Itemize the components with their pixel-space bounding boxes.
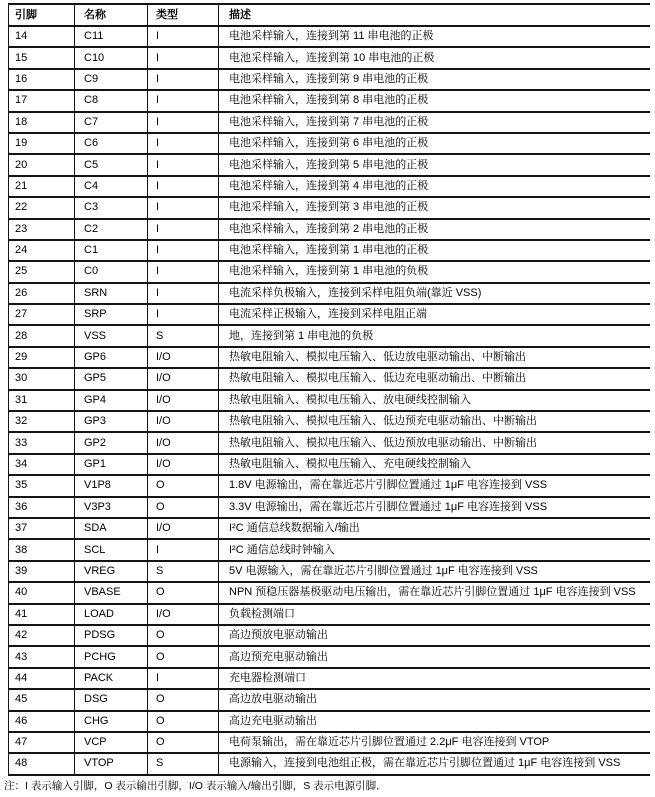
table-row [9,604,650,625]
pin-cell: 28 [9,325,75,346]
table-row [9,197,650,218]
type-cell: O [148,732,219,753]
table-row [9,539,650,560]
table-row [9,133,650,154]
name-cell: GP5 [75,368,148,389]
desc-cell: I²C 通信总线时钟输入 [219,539,650,560]
table-row [9,176,650,197]
name-cell: C11 [75,26,148,47]
desc-cell: 热敏电阻输入、模拟电压输入、低边放电驱动输出、中断输出 [219,347,650,368]
type-cell: O [148,475,219,496]
table-row [9,646,650,667]
type-cell: I [148,90,219,111]
desc-cell: 电池采样输入，连接到第 4 串电池的正极 [219,176,650,197]
desc-cell: 电池采样输入，连接到第 7 串电池的正极 [219,112,650,133]
name-cell: C10 [75,47,148,68]
pin-cell: 25 [9,261,75,282]
pin-cell: 27 [9,304,75,325]
table-row [9,347,650,368]
table-row [9,90,650,111]
name-cell: SRP [75,304,148,325]
name-cell: CHG [75,711,148,732]
type-cell: I [148,240,219,261]
type-cell: O [148,711,219,732]
pin-cell: 19 [9,133,75,154]
name-cell: DSG [75,689,148,710]
table-row [9,390,650,411]
table-row [9,497,650,518]
name-cell: GP2 [75,432,148,453]
table-row [9,47,650,68]
column-header-name: 名称 [75,4,148,26]
type-cell: S [148,325,219,346]
desc-cell: 电池采样输入，连接到第 1 串电池的负极 [219,261,650,282]
table-row [9,518,650,539]
pin-cell: 44 [9,668,75,689]
name-cell: GP4 [75,390,148,411]
table-row [9,154,650,175]
table-row [9,454,650,475]
name-cell: GP6 [75,347,148,368]
desc-cell: 高边放电驱动输出 [219,689,650,710]
name-cell: C8 [75,90,148,111]
pin-cell: 33 [9,432,75,453]
pin-cell: 42 [9,625,75,646]
table-row [9,753,650,774]
desc-cell: 热敏电阻输入、模拟电压输入、低边预充电驱动输出、中断输出 [219,411,650,432]
table-row [9,668,650,689]
type-cell: I [148,539,219,560]
name-cell: PDSG [75,625,148,646]
name-cell: C5 [75,154,148,175]
type-cell: S [148,753,219,774]
pin-description-table [8,3,650,776]
type-cell: I [148,261,219,282]
pin-cell: 37 [9,518,75,539]
table-row [9,411,650,432]
desc-cell: 电池采样输入，连接到第 1 串电池的正极 [219,240,650,261]
table-row [9,432,650,453]
table-row [9,732,650,753]
pin-cell: 14 [9,26,75,47]
type-cell: I [148,133,219,154]
desc-cell: 电池采样输入，连接到第 3 串电池的正极 [219,197,650,218]
pin-cell: 18 [9,112,75,133]
type-cell: I [148,154,219,175]
type-cell: I [148,176,219,197]
pin-cell: 16 [9,69,75,90]
type-cell: S [148,561,219,582]
desc-cell: 1.8V 电源输出，需在靠近芯片引脚位置通过 1μF 电容连接到 VSS [219,475,650,496]
name-cell: PCHG [75,646,148,667]
table-row [9,689,650,710]
pin-cell: 47 [9,732,75,753]
pin-cell: 48 [9,753,75,774]
type-cell: I [148,69,219,90]
pin-cell: 46 [9,711,75,732]
desc-cell: 负载检测端口 [219,604,650,625]
desc-cell: 电源输入，连接到电池组正极，需在靠近芯片引脚位置通过 1μF 电容连接到 VSS [219,753,650,774]
pin-cell: 29 [9,347,75,368]
pin-cell: 20 [9,154,75,175]
desc-cell: 高边预充电驱动输出 [219,646,650,667]
type-cell: I [148,304,219,325]
name-cell: PACK [75,668,148,689]
type-cell: I/O [148,411,219,432]
type-cell: I [148,668,219,689]
name-cell: GP1 [75,454,148,475]
pin-cell: 26 [9,283,75,304]
desc-cell: 电池采样输入，连接到第 10 串电池的正极 [219,47,650,68]
table-row [9,475,650,496]
pin-cell: 23 [9,219,75,240]
header-row [9,4,650,26]
desc-cell: 电池采样输入，连接到第 5 串电池的正极 [219,154,650,175]
table-body [9,26,650,775]
type-cell: I/O [148,518,219,539]
table-row [9,26,650,47]
name-cell: V3P3 [75,497,148,518]
name-cell: C4 [75,176,148,197]
table-row [9,368,650,389]
name-cell: VCP [75,732,148,753]
name-cell: SDA [75,518,148,539]
desc-cell: 3.3V 电源输出，需在靠近芯片引脚位置通过 1μF 电容连接到 VSS [219,497,650,518]
name-cell: VSS [75,325,148,346]
type-cell: I/O [148,604,219,625]
table-row [9,561,650,582]
pin-cell: 30 [9,368,75,389]
name-cell: GP3 [75,411,148,432]
name-cell: C6 [75,133,148,154]
pin-cell: 41 [9,604,75,625]
type-cell: O [148,625,219,646]
desc-cell: 电池采样输入，连接到第 11 串电池的正极 [219,26,650,47]
desc-cell: 热敏电阻输入、模拟电压输入、低边充电驱动输出、中断输出 [219,368,650,389]
name-cell: VBASE [75,582,148,603]
desc-cell: 热敏电阻输入、模拟电压输入、放电硬线控制输入 [219,390,650,411]
name-cell: C0 [75,261,148,282]
table-row [9,304,650,325]
pin-cell: 21 [9,176,75,197]
desc-cell: 电流采样正极输入，连接到采样电阻正端 [219,304,650,325]
pin-cell: 35 [9,475,75,496]
desc-cell: 5V 电源输入，需在靠近芯片引脚位置通过 1μF 电容连接到 VSS [219,561,650,582]
pin-cell: 38 [9,539,75,560]
desc-cell: 电池采样输入，连接到第 8 串电池的正极 [219,90,650,111]
name-cell: VREG [75,561,148,582]
type-cell: I [148,47,219,68]
pin-cell: 40 [9,582,75,603]
pin-cell: 31 [9,390,75,411]
desc-cell: 电池采样输入，连接到第 2 串电池的正极 [219,219,650,240]
pin-cell: 32 [9,411,75,432]
pin-cell: 43 [9,646,75,667]
type-cell: I [148,26,219,47]
type-cell: I [148,197,219,218]
desc-cell: 电池采样输入，连接到第 9 串电池的正极 [219,69,650,90]
desc-cell: 热敏电阻输入、模拟电压输入、充电硬线控制输入 [219,454,650,475]
pin-cell: 15 [9,47,75,68]
table-row [9,240,650,261]
desc-cell: 电流采样负极输入，连接到采样电阻负端(靠近 VSS) [219,283,650,304]
type-cell: I [148,112,219,133]
column-header-desc: 描述 [219,4,650,26]
pin-cell: 34 [9,454,75,475]
name-cell: SCL [75,539,148,560]
type-cell: I/O [148,347,219,368]
table-row [9,219,650,240]
name-cell: C3 [75,197,148,218]
type-cell: I [148,283,219,304]
desc-cell: I²C 通信总线数据输入/输出 [219,518,650,539]
pin-cell: 22 [9,197,75,218]
type-cell: I/O [148,454,219,475]
name-cell: V1P8 [75,475,148,496]
type-cell: I/O [148,368,219,389]
table-row [9,325,650,346]
pin-cell: 39 [9,561,75,582]
name-cell: LOAD [75,604,148,625]
table-row [9,283,650,304]
type-cell: O [148,646,219,667]
column-header-type: 类型 [148,4,219,26]
type-cell: I/O [148,432,219,453]
name-cell: SRN [75,283,148,304]
pin-cell: 17 [9,90,75,111]
table-header [9,4,650,26]
name-cell: C7 [75,112,148,133]
name-cell: C9 [75,69,148,90]
type-cell: I [148,219,219,240]
pin-cell: 45 [9,689,75,710]
table-row [9,261,650,282]
name-cell: C1 [75,240,148,261]
type-cell: I/O [148,390,219,411]
table-row [9,711,650,732]
type-cell: O [148,582,219,603]
column-header-pin: 引脚 [9,4,75,26]
table-row [9,112,650,133]
type-cell: O [148,689,219,710]
desc-cell: 电荷泵输出，需在靠近芯片引脚位置通过 2.2μF 电容连接到 VTOP [219,732,650,753]
desc-cell: 高边充电驱动输出 [219,711,650,732]
pin-cell: 24 [9,240,75,261]
name-cell: C2 [75,219,148,240]
desc-cell: 地，连接到第 1 串电池的负极 [219,325,650,346]
desc-cell: 高边预放电驱动输出 [219,625,650,646]
table-row [9,69,650,90]
name-cell: VTOP [75,753,148,774]
pin-cell: 36 [9,497,75,518]
desc-cell: 热敏电阻输入、模拟电压输入、低边预放电驱动输出、中断输出 [219,432,650,453]
desc-cell: NPN 预稳压器基极驱动电压输出，需在靠近芯片引脚位置通过 1μF 电容连接到 VSS [219,582,650,603]
table-row [9,625,650,646]
desc-cell: 电池采样输入，连接到第 6 串电池的正极 [219,133,650,154]
table-row [9,582,650,603]
footnote: 注：I 表示输入引脚，O 表示输出引脚，I/O 表示输入/输出引脚，S 表示电源引脚． [4,779,387,792]
desc-cell: 充电器检测端口 [219,668,650,689]
type-cell: O [148,497,219,518]
